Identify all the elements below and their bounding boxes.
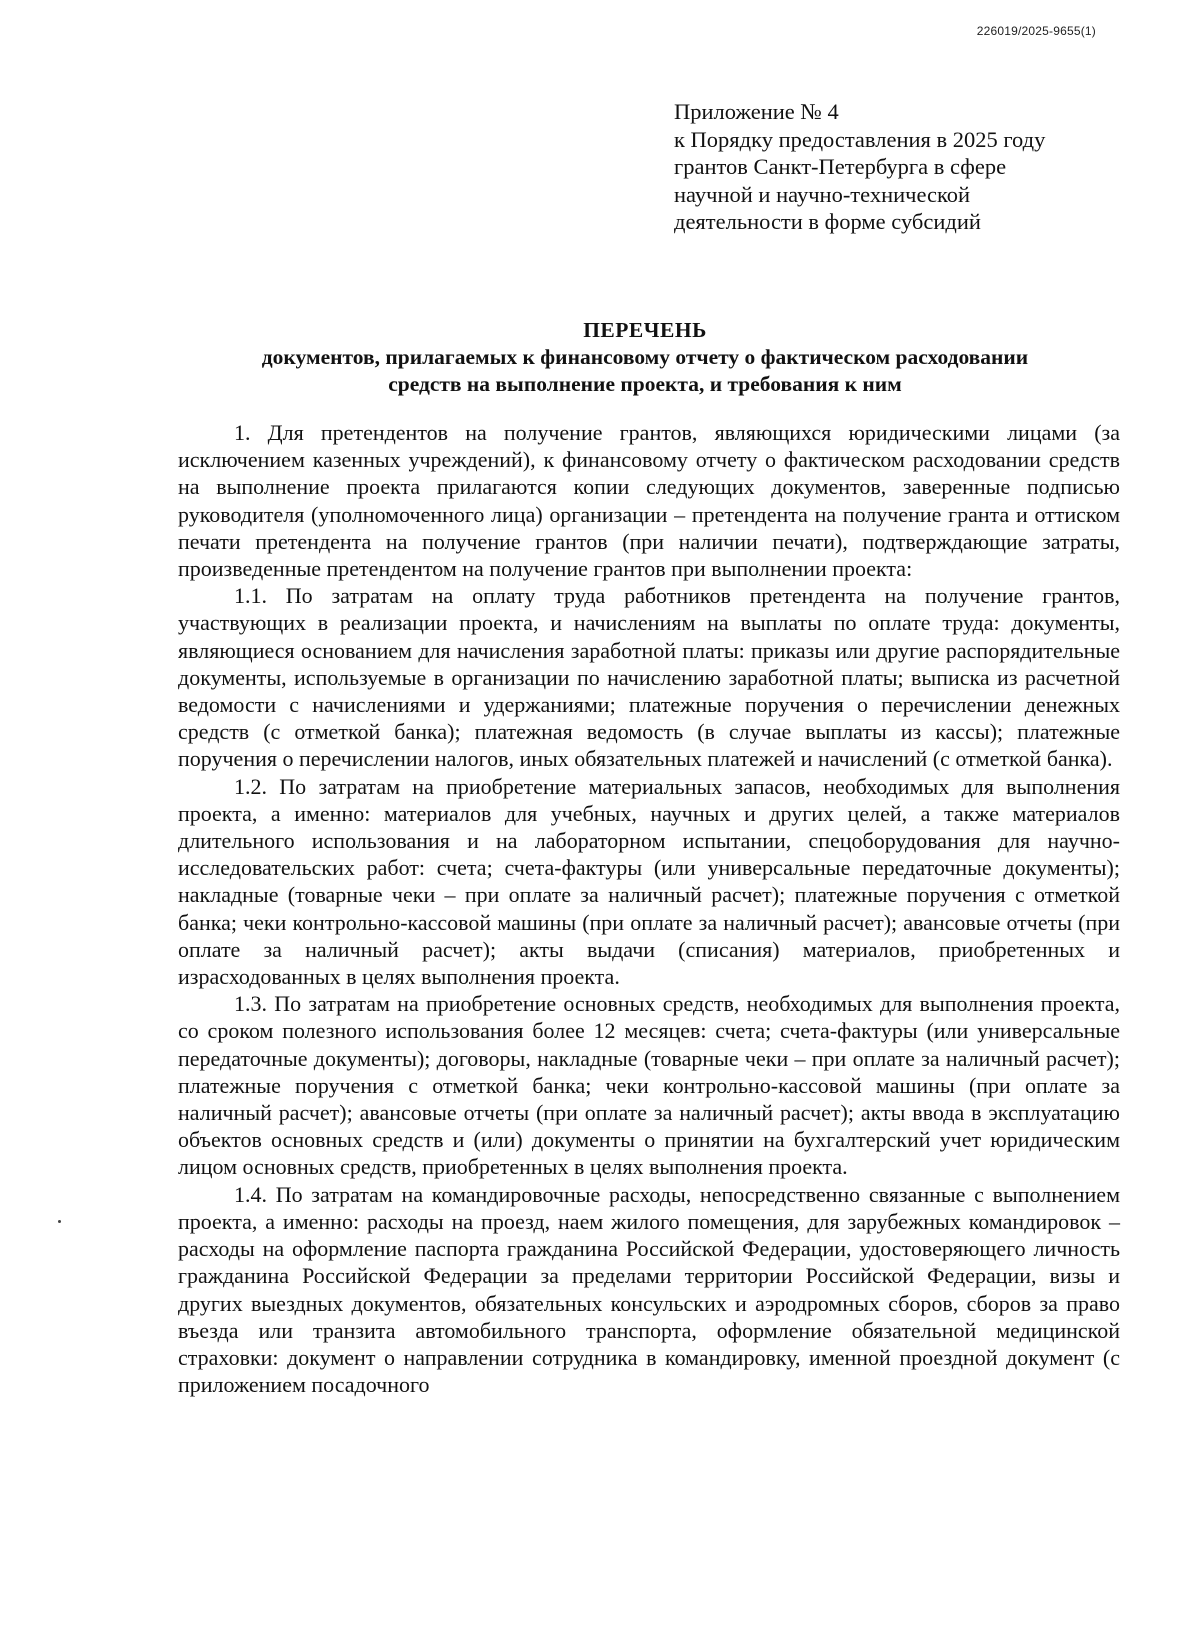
appendix-header	[674, 98, 1134, 236]
appendix-line: к Порядку предоставления в 2025 году	[674, 126, 1046, 152]
document-body	[178, 419, 1120, 1398]
scan-speck	[58, 1220, 61, 1223]
paragraph-1-1: 1.1. По затратам на оплату труда работников претендента на получение грантов, участвующих в реализации проекта, и начислениям на выплаты по оплате труда: документы, являющиеся основанием для начисления заработной платы: приказы или другие распорядительные документы, используемые в организации по начислению заработной платы; выписка из расчетной ведомости с начислениями и удержаниями; платежные поручения о перечислении денежных средств (с отметкой банка); платежная ведомость (в случае выплаты из кассы); платежные поручения о перечислении налогов, иных обязательных платежей и начислений (с отметкой банка).	[178, 583, 1120, 772]
title-subtitle-line: средств на выполнение проекта, и требования к ним	[388, 372, 902, 396]
document-title	[170, 317, 1120, 398]
document-registration-number: 226019/2025-9655(1)	[976, 24, 1096, 38]
appendix-line: деятельности в форме субсидий	[674, 209, 981, 234]
appendix-line: грантов Санкт-Петербурга в сфере	[674, 154, 1007, 179]
appendix-line: научной и научно-технической	[674, 181, 971, 207]
appendix-line: Приложение № 4	[674, 99, 839, 124]
title-subtitle-line: документов, прилагаемых к финансовому отчету о фактическом расходовании	[261, 345, 1029, 369]
paragraph-1-2: 1.2. По затратам на приобретение материальных запасов, необходимых для выполнения проекта, а именно: материалов для учебных, научных и других целей, а также материалов длительного использования и на лабораторном испытании, спецоборудования для научно-исследовательских работ: счета; счета-фактуры (или универсальные передаточные документы); накладные (товарные чеки – при оплате за наличный расчет); платежные поручения с отметкой банка; чеки контрольно-кассовой машины (при оплате за наличный расчет); авансовые отчеты (при оплате за наличный расчет); акты выдачи (списания) материалов, приобретенных и израсходованных в целях выполнения проекта.	[178, 773, 1120, 990]
paragraph-1: 1. Для претендентов на получение грантов, являющихся юридическими лицами (за исключением казенных учреждений), к финансовому отчету о фактическом расходовании средств на выполнение проекта прилагаются копии следующих документов, заверенные подписью руководителя (уполномоченного лица) организации – претендента на получение гранта и оттиском печати претендента на получение грантов (при наличии печати), подтверждающие затраты, произведенные претендентом на получение грантов при выполнении проекта:	[178, 420, 1120, 582]
title-main: ПЕРЕЧЕНЬ	[583, 318, 707, 342]
paragraph-1-4: 1.4. По затратам на командировочные расходы, непосредственно связанные с выполнением проекта, а именно: расходы на проезд, наем жилого помещения, для зарубежных командировок – расходы на оформление паспорта гражданина Российской Федерации, удостоверяющего личность гражданина Российской Федерации за пределами территории Российской Федерации, визы и других выездных документов, обязательных консульских и аэродромных сборов, сборов за право въезда или транзита автомобильного транспорта, оформление обязательной медицинской страховки: документ о направлении сотрудника в командировку, именной проездной документ (с приложением посадочного	[178, 1181, 1120, 1398]
paragraph-1-3: 1.3. По затратам на приобретение основных средств, необходимых для выполнения проекта, со сроком полезного использования более 12 месяцев: счета; счета-фактуры (или универсальные передаточные документы); договоры, накладные (товарные чеки – при оплате за наличный расчет); платежные поручения с отметкой банка; чеки контрольно-кассовой машины (при оплате за наличный расчет); авансовые отчеты (при оплате за наличный расчет); акты ввода в эксплуатацию объектов основных средств и (или) документы о принятии на бухгалтерский учет юридическим лицом основных средств, приобретенных в целях выполнения проекта.	[178, 991, 1120, 1180]
